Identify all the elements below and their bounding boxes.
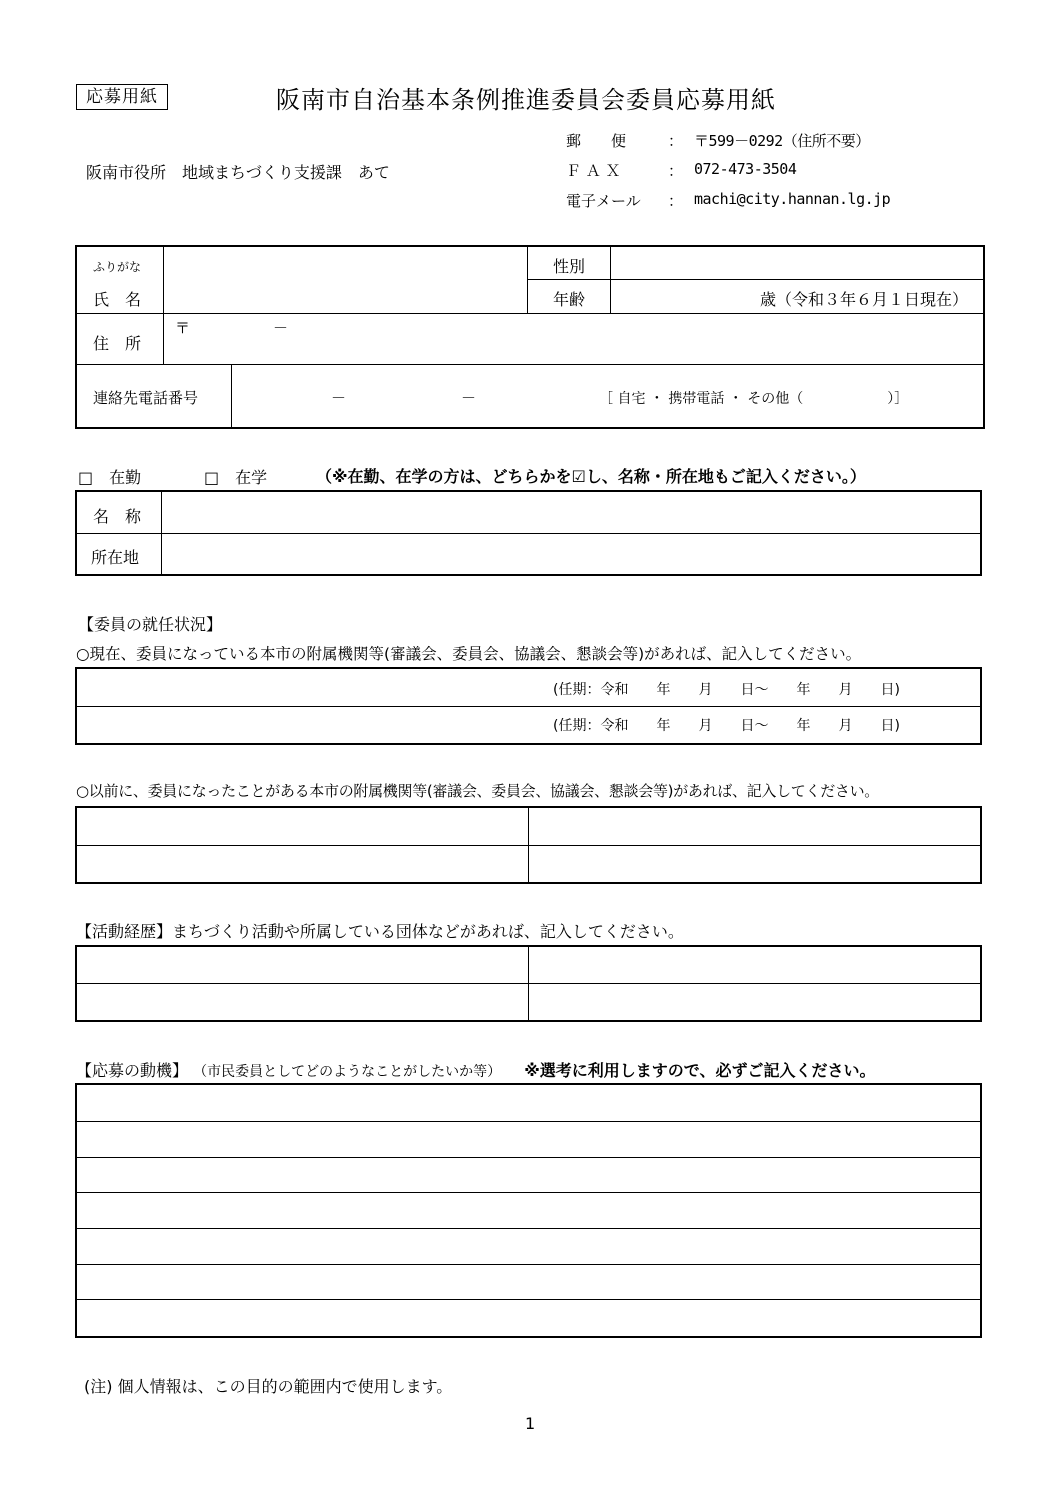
current-committee-table [75, 667, 982, 745]
work-note: （※在勤、在学の方は、どちらかを☑し、名称・所在地もご記入ください。） [316, 467, 866, 486]
work-location-input[interactable] [163, 535, 979, 574]
checkbox-work[interactable]: □ 在勤 [78, 468, 142, 487]
activity-input-2[interactable] [531, 947, 978, 982]
age-input[interactable] [612, 281, 752, 312]
current-committee-input-2[interactable] [79, 708, 549, 744]
work-name-label: 名 称 [93, 507, 142, 526]
current-committee-input-1[interactable] [79, 669, 549, 705]
email-value: machi@city.hannan.lg.jp [694, 190, 891, 208]
motive-heading [76, 1058, 875, 1081]
committee-current-text: ○現在、委員になっている本市の附属機関等(審議会、委員会、協議会、懇談会等)があれば、記入してください。 [76, 645, 862, 663]
work-table [75, 490, 982, 576]
work-name-input[interactable] [163, 492, 979, 532]
post-value: 〒599－0292（住所不要） [694, 132, 870, 150]
past-committee-input-3[interactable] [79, 847, 526, 882]
motive-title: 【応募の動機】 [76, 1061, 189, 1080]
phone-type: ［ 自宅 ・ 携帯電話 ・ その他（ ）］ [599, 391, 909, 407]
page-number: 1 [525, 1414, 536, 1433]
postal-mark: 〒 [175, 319, 191, 337]
activity-input-4[interactable] [531, 985, 978, 1020]
age-suffix: 歳（令和３年６月１日現在） [760, 290, 969, 309]
motive-table[interactable] [75, 1083, 982, 1338]
address-label: 住 所 [93, 334, 142, 353]
name-input[interactable] [165, 247, 525, 311]
name-label: 氏 名 [93, 290, 142, 309]
motive-note: ※選考に利用しますので、必ずご記入ください。 [524, 1061, 876, 1080]
fax-value: 072-473-3504 [694, 160, 797, 178]
past-committee-input-2[interactable] [531, 808, 978, 844]
post-label: 郵 便 [566, 132, 627, 150]
gender-input[interactable] [612, 247, 982, 278]
address-to: 阪南市役所 地域まちづくり支援課 あて [86, 163, 390, 182]
phone-label: 連絡先電話番号 [93, 389, 199, 407]
address-input[interactable] [165, 315, 981, 362]
activity-input-1[interactable] [79, 947, 526, 982]
email-label: 電子メール [566, 192, 641, 210]
fax-colon: ： [668, 162, 684, 180]
email-colon: ： [668, 192, 684, 210]
past-committee-table [75, 806, 982, 884]
phone-input[interactable] [233, 366, 593, 426]
form-tag: 応募用紙 [76, 84, 168, 110]
motive-sub: （市民委員としてどのようなことがしたいか等） [193, 1064, 502, 1080]
activity-input-3[interactable] [79, 985, 526, 1020]
checkbox-school[interactable]: □ 在学 [204, 468, 268, 487]
term-row-2: (任期：令和 年 月 日～ 年 月 日) [553, 718, 900, 734]
fax-label: Ｆ Ａ Ｘ [566, 162, 621, 180]
postal-dash: － [273, 319, 289, 337]
committee-heading: 【委員の就任状況】 [78, 615, 223, 634]
phone-dash-2: － [461, 389, 477, 407]
furigana-label: ふりがな [93, 260, 142, 274]
age-label: 年齢 [553, 290, 586, 309]
gender-label: 性別 [553, 257, 586, 276]
term-row-1: (任期：令和 年 月 日～ 年 月 日) [553, 682, 900, 698]
work-location-label: 所在地 [91, 548, 140, 567]
activity-heading: 【活動経歴】まちづくり活動や所属している団体などがあれば、記入してください。 [76, 922, 684, 941]
personal-table [75, 245, 985, 429]
post-colon: ： [668, 132, 684, 150]
committee-past-text: ○以前に、委員になったことがある本市の附属機関等(審議会、委員会、協議会、懇談会等)があれば、記入してください。 [76, 782, 879, 800]
phone-dash-1: － [331, 389, 347, 407]
past-committee-input-1[interactable] [79, 808, 526, 844]
activity-table [75, 945, 982, 1022]
privacy-note: (注) 個人情報は、この目的の範囲内で使用します。 [84, 1377, 453, 1396]
page-title: 阪南市自治基本条例推進委員会委員応募用紙 [276, 86, 776, 114]
past-committee-input-4[interactable] [531, 847, 978, 882]
